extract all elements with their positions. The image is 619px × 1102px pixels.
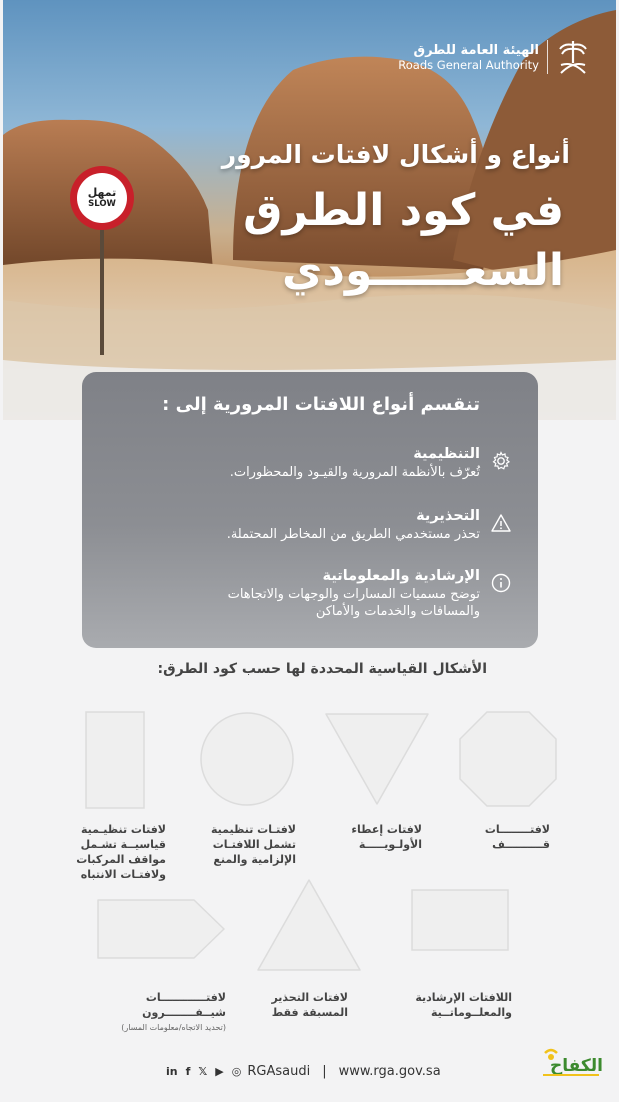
slow-sign-english: SLOW — [88, 199, 116, 209]
social-handle[interactable]: RGAsaudi — [247, 1064, 311, 1079]
footer-bar — [166, 1064, 441, 1079]
label-stop-signs: لافتــــــــات قــــــــــف — [484, 823, 550, 851]
circle-shape — [198, 710, 296, 808]
slow-sign-arabic: تمهل — [87, 186, 117, 199]
alkafah-logo — [537, 1045, 605, 1081]
brand-name-arabic: الهيئة العامة للطرق — [413, 42, 539, 58]
item-title: التنظيمية — [413, 446, 480, 462]
sign-types-card — [82, 372, 538, 648]
label-warning-signs: لافتات التحذير المسبقة فقط — [271, 991, 348, 1019]
label-guide-signs: اللافتات الإرشادية والمعلــوماتــية — [415, 991, 512, 1019]
brand-divider — [547, 40, 548, 74]
item-title: التحذيرية — [416, 508, 480, 524]
gear-icon — [490, 450, 512, 472]
youtube-icon[interactable]: ▶ — [215, 1065, 224, 1078]
octagon-shape — [458, 710, 558, 808]
item-description: تُعرّف بالأنظمة المرورية والقيـود والمحظورات. — [229, 465, 480, 480]
partner-logo-text: الكفاح — [550, 1056, 603, 1076]
sign-pole — [100, 229, 104, 355]
brand-name-english: Roads General Authority — [398, 57, 539, 72]
item-description: والمسافات والخدمات والأماكن — [315, 604, 480, 619]
item-warning — [227, 506, 512, 543]
triangle-shape — [254, 876, 364, 974]
item-guidance — [228, 566, 512, 620]
label-regulatory-rect: لافتات تنظيـمية قياسيــة تشـمل مواقف المركبات ولافتـات الانتباه — [76, 823, 166, 881]
rga-logo — [398, 37, 590, 77]
facebook-icon[interactable]: f — [185, 1065, 191, 1078]
vertical-rectangle-shape — [84, 710, 146, 810]
label-regulatory-circle: لافتـات تنظيمية تشمل اللافتـات الإلزامية والمنع — [210, 823, 296, 866]
website-link[interactable]: www.rga.gov.sa — [338, 1064, 441, 1079]
item-title: الإرشادية والمعلوماتية — [322, 568, 480, 584]
palm-swords-emblem-icon — [556, 37, 590, 77]
shapes-section-title: الأشكال القياسية المحددة لها حسب كود الطرق: — [157, 661, 487, 677]
x-icon[interactable]: 𝕏 — [198, 1065, 208, 1078]
hero-title-line2: في كود الطرق — [243, 185, 564, 236]
item-description: توضح مسميات المسارات والوجهات والاتجاهات — [227, 587, 480, 602]
warning-icon — [490, 512, 512, 534]
horizontal-rectangle-shape — [410, 888, 510, 952]
item-description: تحذر مستخدمي الطريق من المخاطر المحتملة. — [226, 527, 480, 542]
linkedin-icon[interactable]: in — [166, 1065, 178, 1078]
hero-banner — [3, 0, 616, 420]
item-regulatory — [230, 444, 512, 481]
label-chevron-signs: لافتــــــــــــات شيــفــــــــرون (تحديد الاتجاه/معلومات المسار) — [121, 991, 226, 1032]
slow-road-sign — [70, 166, 134, 230]
label-yield-signs: لافتات إعطاء الأولـويـــــة — [351, 823, 422, 851]
social-links — [166, 1065, 241, 1078]
footer-separator: | — [322, 1064, 327, 1079]
info-icon — [490, 572, 512, 594]
card-title: تنقسم أنواع اللافتات المرورية إلى : — [162, 394, 480, 415]
chevron-pentagon-shape — [96, 898, 226, 960]
inverted-triangle-shape — [322, 710, 432, 808]
hero-title-line3: السعــــــودي — [282, 245, 564, 296]
instagram-icon[interactable]: ◎ — [231, 1065, 242, 1078]
hero-title-line1: أنواع و أشكال لافتات المرور — [221, 140, 570, 169]
